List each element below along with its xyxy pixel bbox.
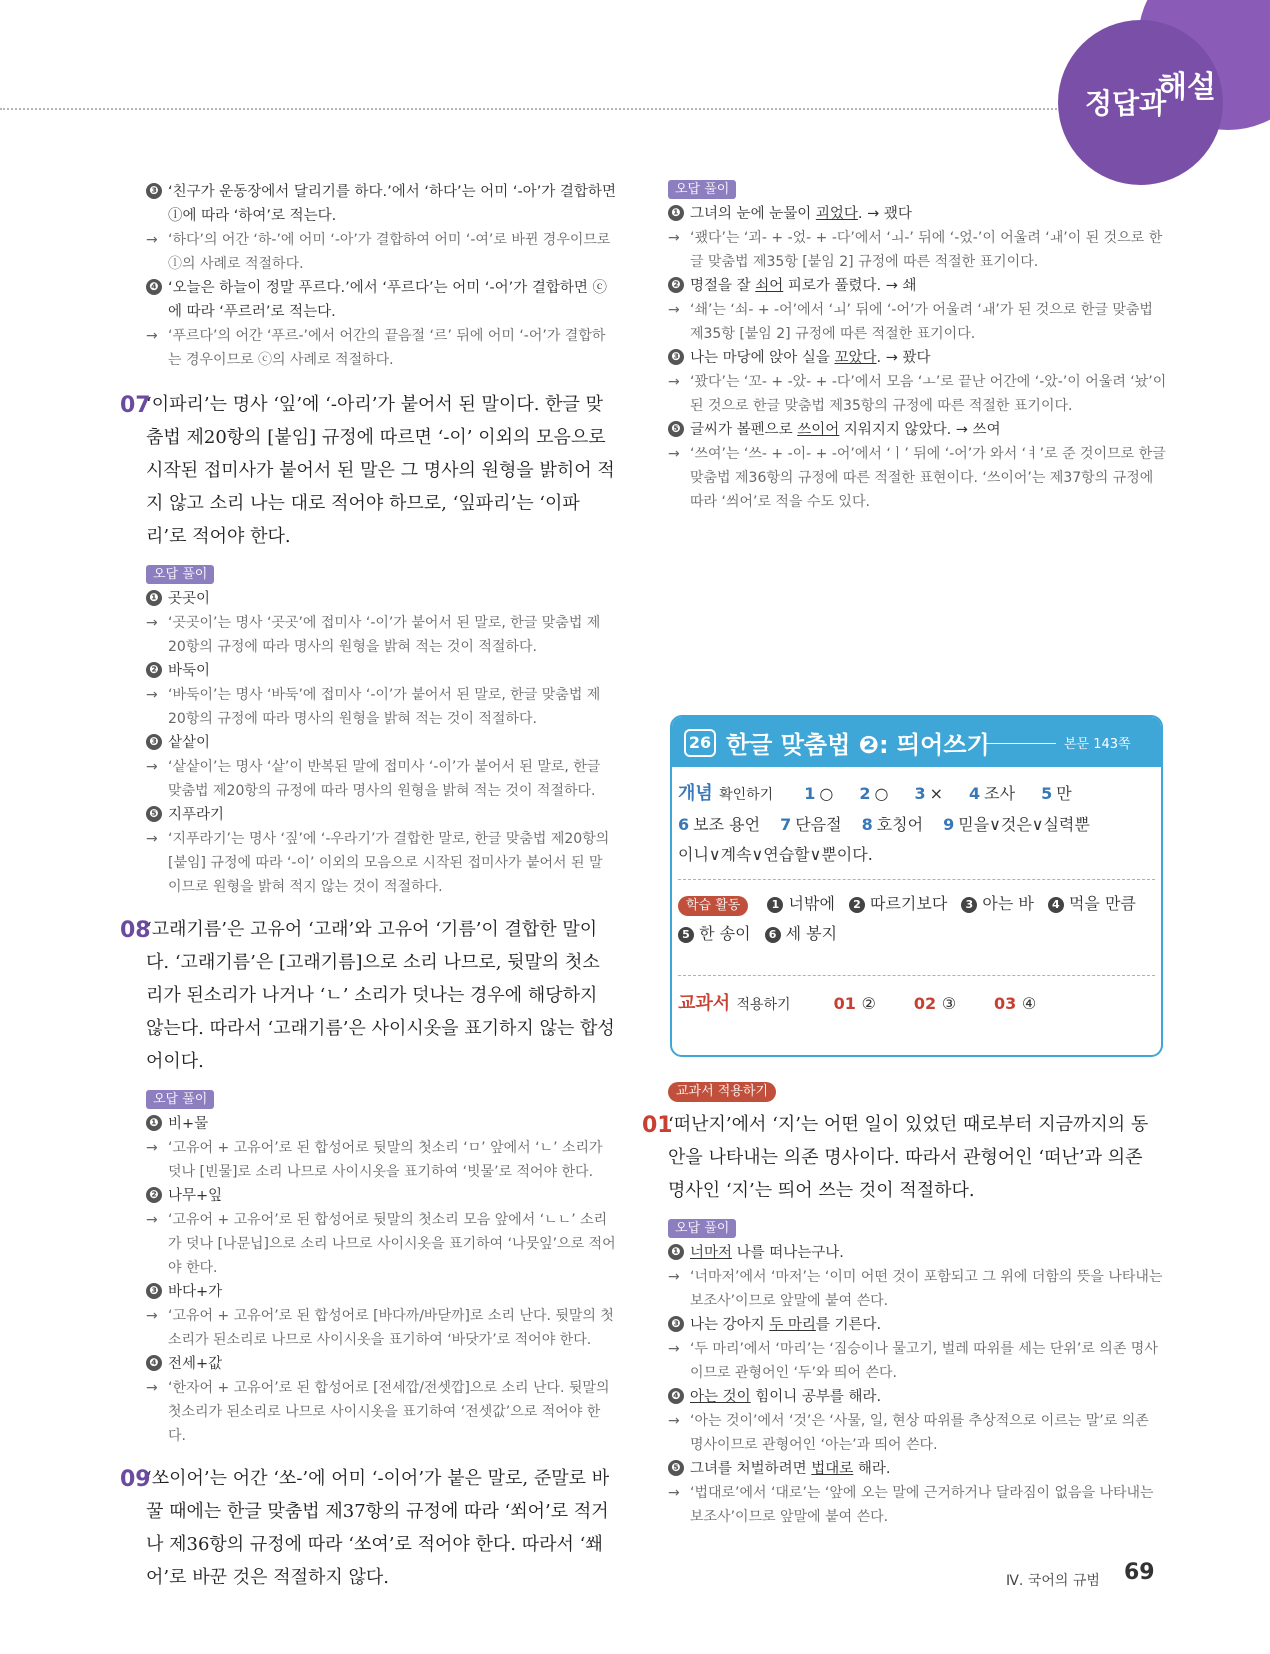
choice-text: 명절을 잘: [690, 278, 756, 294]
arrow-icon: →: [146, 831, 158, 847]
concept-row-3: 이니∨계속∨연습할∨뿐이다.: [678, 845, 873, 864]
answer-number: 4: [1048, 897, 1064, 913]
explanation-text: ‘너마저’에서 ‘마저’는 ‘이미 어떤 것이 포함되고 그 위에 더함의 뜻을 나타내는 보조사’이므로 앞말에 붙여 쓴다.: [690, 1269, 1163, 1309]
underlined-text: 쓰이어: [797, 422, 840, 438]
underlined-text: 꼬았다: [834, 350, 877, 366]
answer-choice: [668, 418, 1168, 442]
q08-items: [146, 1112, 616, 1448]
arrow-icon: →: [668, 1485, 680, 1501]
choice-number: ❸: [146, 183, 162, 199]
explanation: [668, 1265, 1164, 1313]
summary-box: [670, 715, 1163, 1057]
explanation: [668, 442, 1168, 514]
choice-number: ❸: [146, 734, 162, 750]
arrow-icon: →: [668, 1269, 680, 1285]
answer-value: 조사: [984, 784, 1016, 803]
question-07: [120, 388, 616, 553]
explanation-text: ‘샅샅이’는 명사 ‘샅’이 반복된 말에 접미사 ‘-이’가 붙어서 된 말로, 한글 맞춤법 제20항의 규정에 따라 명사의 원형을 밝혀 적는 것이 적절하다.: [168, 759, 601, 799]
title-rule: [986, 743, 1056, 744]
answer-value: ×: [929, 784, 944, 803]
choice-text: 전세+값: [168, 1356, 223, 1372]
answer-choice: [146, 659, 616, 683]
textbook-answer: [834, 994, 876, 1013]
choice-text: 비+물: [168, 1116, 209, 1132]
answer-value: ③: [941, 994, 957, 1013]
choice-text: 바다+가: [168, 1284, 223, 1300]
choice-text: 지워지지 않았다. → 쓰여: [839, 422, 1001, 438]
choice-number: ❸: [668, 349, 684, 365]
answer-choice: [146, 1352, 616, 1376]
activity-answer: [765, 924, 838, 943]
arrow-icon: →: [668, 446, 680, 462]
page-reference: 본문 143쪽: [1064, 737, 1131, 752]
answer-value: 따르기보다: [864, 894, 948, 913]
textbook-question-01: [642, 1108, 1164, 1207]
answer-value: 호칭어: [876, 815, 924, 834]
answer-choice: [668, 1457, 1164, 1481]
underlined-text: 쇠어: [755, 278, 784, 294]
arrow-icon: →: [146, 1380, 158, 1396]
answer-number: 5: [678, 927, 694, 943]
answer-number: 1: [804, 784, 816, 803]
answer-value: 아는 바: [977, 894, 1034, 913]
textbook-label: 교과서 적용하기: [678, 993, 791, 1014]
question-number: 09: [120, 1467, 151, 1492]
answer-number: 01: [833, 994, 862, 1013]
arrow-icon: →: [146, 232, 158, 248]
left-column: [120, 180, 616, 1594]
answer-choice: [668, 1313, 1164, 1337]
question-number: 01: [642, 1113, 673, 1138]
answer-number: 02: [913, 994, 942, 1013]
concept-row-2: [678, 810, 1155, 840]
explanation: [146, 827, 616, 899]
choice-text: 나를 떠나는구나.: [732, 1245, 844, 1261]
explanation-text: ‘고유어 + 고유어’로 된 합성어로 뒷말의 첫소리 ‘ㅁ’ 앞에서 ‘ㄴ’ 소리가 덧나 [빈물]로 소리 나므로 사이시옷을 표기하여 ‘빗물’로 적어야 한다.: [168, 1140, 603, 1180]
explanation: [146, 1376, 616, 1448]
choice-number: ❹: [146, 279, 162, 295]
question-09: [120, 1462, 616, 1594]
underlined-text: 너마저: [690, 1245, 733, 1261]
concept-answer: [678, 815, 760, 834]
activity-row-2: [678, 919, 1155, 949]
choice-text: . → 괬다: [857, 206, 912, 222]
explanation: [668, 370, 1168, 418]
choice-text: 해라.: [853, 1461, 891, 1477]
arrow-icon: →: [146, 615, 158, 631]
explanation: [668, 298, 1168, 346]
choice-text: . → 꽜다: [876, 350, 931, 366]
question-number: 08: [120, 918, 151, 943]
summary-title-bar: [672, 717, 1161, 767]
choice-number: ❸: [146, 1283, 162, 1299]
answer-value: 너밖에: [783, 894, 835, 913]
explanation-text: ‘지푸라기’는 명사 ‘짚’에 ‘-우라기’가 결합한 말로, 한글 맞춤법 제20항의 [붙임] 규정에 따라 ‘-이’ 이외의 모음으로 시작된 접미사가 붙어서 된 말이므로 원형을 밝혀 적지 않는 것이 적절하다.: [168, 831, 610, 895]
arrow-icon: →: [146, 1308, 158, 1324]
explanation: [146, 1136, 616, 1184]
underlined-text: 두 마리: [769, 1317, 816, 1333]
underlined-text: 법대로: [811, 1461, 854, 1477]
answer-choice: [668, 274, 1168, 298]
concept-answer: [914, 784, 943, 803]
question-text: ‘이파리’는 명사 ‘잎’에 ‘-아리’가 붙어서 된 말이다. 한글 맞춤법 제20항의 [붙임] 규정에 따르면 ‘-이’ 이외의 모음으로 시작된 접미사가 붙어서 된 말은 그 명사의 원형을 밝히어 적지 않고 소리 나는 대로 적어야 하므로, ‘잎파리’는 ‘이파리’로 적어야 한다.: [146, 394, 615, 547]
choice-number: ❶: [668, 1244, 684, 1260]
wrong-answer-tag: 오답 풀이: [146, 1090, 214, 1109]
activity-answer: [961, 894, 1034, 913]
concept-label: 개념 확인하기: [678, 783, 774, 804]
choice-text: 지푸라기: [168, 807, 225, 823]
answer-number: 5: [1041, 784, 1053, 803]
choice-number: ❷: [146, 1187, 162, 1203]
explanation-text: ‘고유어 + 고유어’로 된 합성어로 뒷말의 첫소리 모음 앞에서 ‘ㄴㄴ’ 소리가 덧나 [나문닙]으로 소리 나므로 사이시옷을 표기하여 ‘나뭇잎’으로 적어야 한다.: [168, 1212, 616, 1276]
arrow-icon: →: [668, 302, 680, 318]
question-text: ‘고래기름’은 고유어 ‘고래’와 고유어 ‘기름’이 결합한 말이다. ‘고래기름’은 [고래기름]으로 소리 나므로, 뒷말의 첫소리가 된소리가 나거나 ‘ㄴ’ 소리가 덧나는 경우에 해당하지 않는다. 따라서 ‘고래기름’은 사이시옷을 표기하지 않는 합성어이다.: [146, 919, 615, 1072]
question-number: 07: [120, 393, 151, 418]
wrong-answer-tag: 오답 풀이: [668, 180, 736, 199]
answer-choice: [146, 1184, 616, 1208]
question-08: [120, 913, 616, 1078]
question-text: ‘떠난지’에서 ‘지’는 어떤 일이 있었던 때로부터 지금까지의 동안을 나타내는 의존 명사이다. 따라서 관형어인 ‘떠난’과 의존 명사인 ‘지’는 띄어 쓰는 것이 적절하다.: [668, 1114, 1149, 1201]
arrow-icon: →: [668, 1341, 680, 1357]
explanation-text: ‘푸르다’의 어간 ‘푸르-’에서 어간의 끝음절 ‘르’ 뒤에 어미 ‘-어’가 결합하는 경우이므로 ⓒ의 사례로 적절하다.: [168, 328, 606, 368]
answer-number: 9: [943, 815, 955, 834]
choice-text: 곳곳이: [168, 591, 211, 607]
answer-value: 세 봉지: [780, 924, 838, 943]
explanation: [668, 1481, 1164, 1529]
explanation-text: ‘고유어 + 고유어’로 된 합성어로 [바다까/바닫까]로 소리 난다. 뒷말의 첫소리가 된소리로 나므로 사이시옷을 표기하여 ‘바닷가’로 적어야 한다.: [168, 1308, 614, 1348]
arrow-icon: →: [146, 759, 158, 775]
answer-number: 2: [849, 897, 865, 913]
textbook-answer: [994, 994, 1036, 1013]
choice-number: ❷: [146, 662, 162, 678]
activity-row-1: [678, 889, 1155, 919]
page-number: 69: [1124, 1560, 1155, 1585]
explanation: [146, 324, 616, 372]
answer-choice: [146, 180, 616, 228]
concept-answer: [1041, 784, 1072, 803]
explanation-text: ‘바둑이’는 명사 ‘바둑’에 접미사 ‘-이’가 붙어서 된 말로, 한글 맞춤법 제20항의 규정에 따라 명사의 원형을 밝혀 적는 것이 적절하다.: [168, 687, 601, 727]
textbook-summary-section: [678, 989, 1155, 1020]
choice-number: ❹: [146, 1355, 162, 1371]
answer-value: ②: [861, 994, 876, 1013]
textbook-items: [668, 1241, 1164, 1529]
choice-number: ❶: [146, 1115, 162, 1131]
arrow-icon: →: [146, 328, 158, 344]
explanation-text: ‘한자어 + 고유어’로 된 합성어로 [전세깝/전셋깝]으로 소리 난다. 뒷말의 첫소리가 된소리로 나므로 사이시옷을 표기하여 ‘전셋값’으로 적어야 한다.: [168, 1380, 610, 1444]
answer-number: 3: [961, 897, 977, 913]
choice-number: ❺: [146, 806, 162, 822]
textbook-answer: [914, 994, 956, 1013]
q07-items: [146, 587, 616, 899]
arrow-icon: →: [668, 1413, 680, 1429]
lesson-title: 한글 맞춤법 ❷: 띄어쓰기: [726, 731, 990, 759]
answer-value: 단음절: [795, 815, 842, 834]
choice-number: ❸: [668, 1316, 684, 1332]
answer-number: 03: [994, 994, 1022, 1013]
explanation: [146, 755, 616, 803]
left-top-items: [146, 180, 616, 372]
choice-text: 바둑이: [168, 663, 211, 679]
arrow-icon: →: [668, 374, 680, 390]
answer-value: 믿을∨것은∨실력뿐: [958, 815, 1090, 834]
choice-text: 그녀의 눈에 눈물이: [690, 206, 816, 222]
header-divider: [0, 108, 1120, 110]
textbook-section: [642, 1080, 1164, 1529]
activity-label: 학습 활동: [678, 896, 748, 916]
activity-answer: [1048, 894, 1136, 913]
choice-text: ‘친구가 운동장에서 달리기를 하다.’에서 ‘하다’는 어미 ‘-아’가 결합하면 ⓛ에 따라 ‘하여’로 적는다.: [168, 184, 616, 224]
choice-number: ❷: [668, 277, 684, 293]
concept-answer: [804, 784, 833, 803]
explanation: [146, 683, 616, 731]
section-divider: [678, 975, 1155, 976]
arrow-icon: →: [146, 687, 158, 703]
explanation-text: ‘괬다’는 ‘괴- + -었- + -다’에서 ‘ㅚ-’ 뒤에 ‘-었-’이 어울려 ‘ㅙ’이 된 것으로 한글 맞춤법 제35항 [붙임 2] 규정에 따른 적절한 표기이다.: [690, 230, 1163, 270]
explanation-text: ‘아는 것이’에서 ‘것’은 ‘사물, 일, 현상 따위를 추상적으로 이르는 말’로 의존 명사이므로 관형어인 ‘아는’과 띄어 쓴다.: [690, 1413, 1149, 1453]
wrong-answer-tag: 오답 풀이: [668, 1219, 736, 1238]
answer-number: 1: [767, 897, 783, 913]
explanation: [146, 228, 616, 276]
answer-number: 4: [969, 784, 981, 803]
concept-answer: [859, 784, 888, 803]
activity-answer: [849, 894, 947, 913]
answer-value: 만: [1056, 784, 1072, 803]
answer-choice: [146, 276, 616, 324]
answer-number: 6: [765, 927, 781, 943]
answer-value: ○: [819, 784, 834, 803]
choice-text: 힘이니 공부를 해라.: [750, 1389, 882, 1405]
answer-choice: [146, 587, 616, 611]
explanation: [668, 1337, 1164, 1385]
underlined-text: 괴었다: [815, 206, 858, 222]
activity-answer: [678, 924, 751, 943]
explanation-text: ‘꽜다’는 ‘꼬- + -았- + -다’에서 모음 ‘ㅗ’로 끝난 어간에 ‘-았-’이 어울려 ‘놨’이 된 것으로 한글 맞춤법 제35항의 규정에 따른 적절한 표기이다.: [690, 374, 1167, 414]
section-divider: [678, 879, 1155, 880]
question-text: ‘쏘이어’는 어간 ‘쏘-’에 어미 ‘-이어’가 붙은 말로, 준말로 바꿀 때에는 한글 맞춤법 제37항의 규정에 따라 ‘쐬어’로 적거나 제36항의 규정에 따라 ‘쏘여’로 적어야 한다. 따라서 ‘쐐어’로 바꾼 것은 적절하지 않다.: [146, 1468, 610, 1588]
textbook-tag: 교과서 적용하기: [668, 1082, 776, 1102]
answer-choice: [146, 1112, 616, 1136]
explanation: [668, 226, 1168, 274]
lesson-number: 26: [684, 729, 716, 757]
answer-value: 보조 용언: [693, 815, 761, 834]
explanation: [146, 1208, 616, 1280]
activity-answer: [767, 894, 834, 913]
header-title-2: 해설: [1158, 70, 1216, 105]
answer-choice: [668, 1385, 1164, 1409]
answer-number: 3: [914, 784, 926, 803]
answer-value: 한 송이: [694, 924, 751, 943]
explanation: [146, 1304, 616, 1352]
answer-choice: [146, 803, 616, 827]
concept-answer: [780, 815, 842, 834]
answer-choice: [146, 731, 616, 755]
wrong-answer-tag: 오답 풀이: [146, 565, 214, 584]
answer-choice: [668, 346, 1168, 370]
arrow-icon: →: [668, 230, 680, 246]
chapter-footer: Ⅳ. 국어의 규범: [1006, 1573, 1100, 1589]
header-title-1: 정답과: [1085, 87, 1167, 120]
answer-number: 7: [780, 815, 792, 834]
choice-text: 샅샅이: [168, 735, 211, 751]
choice-number: ❶: [668, 205, 684, 221]
choice-text: 피로가 풀렸다. → 쇄: [783, 278, 917, 294]
explanation-text: ‘곳곳이’는 명사 ‘곳곳’에 접미사 ‘-이’가 붙어서 된 말로, 한글 맞춤법 제20항의 규정에 따라 명사의 원형을 밝혀 적는 것이 적절하다.: [168, 615, 601, 655]
answer-choice: [668, 202, 1168, 226]
choice-text: 나는 강아지: [690, 1317, 770, 1333]
choice-text: 를 기른다.: [815, 1317, 882, 1333]
concept-answer: [943, 815, 1090, 834]
textbook-row: [678, 989, 1155, 1020]
answer-number: 8: [861, 815, 873, 834]
explanation-text: ‘두 마리’에서 ‘마리’는 ‘짐승이나 물고기, 벌레 따위를 세는 단위’로 의존 명사이므로 관형어인 ‘두’와 띄어 쓴다.: [690, 1341, 1158, 1381]
choice-number: ❺: [668, 1460, 684, 1476]
answer-number: 2: [859, 784, 871, 803]
choice-number: ❹: [668, 1388, 684, 1404]
concept-answer: [969, 784, 1015, 803]
explanation-text: ‘쓰여’는 ‘쓰- + -이- + -어’에서 ‘ㅣ’ 뒤에 ‘-어’가 와서 ‘ㅕ’로 준 것이므로 한글 맞춤법 제36항의 규정에 따른 적절한 표현이다. ‘쓰이어’는 제37항의 규정에 따라 ‘씌어’로 적을 수도 있다.: [690, 446, 1166, 510]
choice-text: 나는 마당에 앉아 실을: [690, 350, 835, 366]
answer-choice: [146, 1280, 616, 1304]
choice-text: 나무+잎: [168, 1188, 223, 1204]
concept-section: [678, 779, 1155, 870]
choice-text: 그녀를 처벌하려면: [690, 1461, 812, 1477]
explanation-text: ‘쇄’는 ‘쇠- + -어’에서 ‘ㅚ’ 뒤에 ‘-어’가 어울려 ‘ㅙ’가 된 것으로 한글 맞춤법 제35항 [붙임 2] 규정에 따른 적절한 표기이다.: [690, 302, 1153, 342]
explanation-text: ‘법대로’에서 ‘대로’는 ‘앞에 오는 말에 근거하거나 달라짐이 없음을 나타내는 보조사’이므로 앞말에 붙여 쓴다.: [690, 1485, 1154, 1525]
right-top-items: [668, 202, 1168, 514]
explanation: [668, 1409, 1164, 1457]
concept-row-1: [778, 784, 1071, 803]
underlined-text: 아는 것이: [690, 1389, 751, 1405]
choice-number: ❶: [146, 590, 162, 606]
arrow-icon: →: [146, 1140, 158, 1156]
arrow-icon: →: [146, 1212, 158, 1228]
answer-value: 먹을 만큼: [1063, 894, 1136, 913]
explanation-text: ‘하다’의 어간 ‘하-’에 어미 ‘-아’가 결합하여 어미 ‘-여’로 바뀐 경우이므로 ⓛ의 사례로 적절하다.: [168, 232, 611, 272]
activity-section: [678, 889, 1155, 949]
choice-number: ❺: [668, 421, 684, 437]
right-column: [668, 180, 1168, 514]
choice-text: 글씨가 볼펜으로: [690, 422, 798, 438]
concept-answer: [862, 815, 924, 834]
answer-number: 6: [678, 815, 690, 834]
explanation: [146, 611, 616, 659]
answer-value: ○: [874, 784, 889, 803]
answer-choice: [668, 1241, 1164, 1265]
choice-text: ‘오늘은 하늘이 정말 푸르다.’에서 ‘푸르다’는 어미 ‘-어’가 결합하면 ⓒ에 따라 ‘푸르러’로 적는다.: [168, 280, 608, 320]
answer-value: ④: [1021, 994, 1037, 1013]
